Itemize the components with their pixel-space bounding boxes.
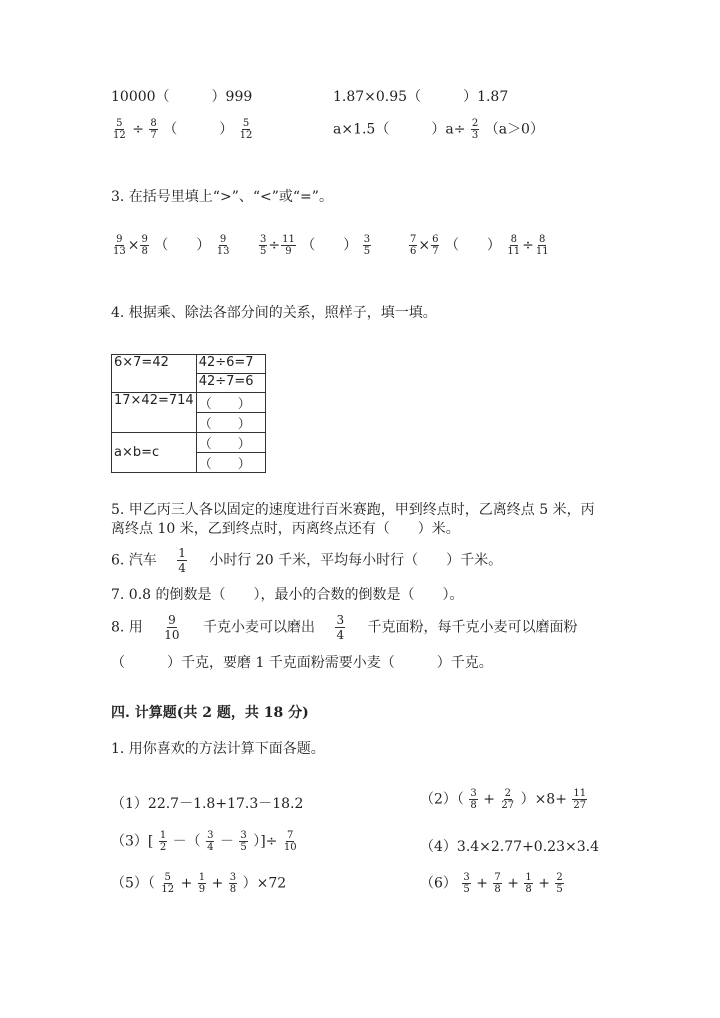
fraction: $\frac{5}{12}$: [113, 118, 126, 141]
table-cell: （ ）: [196, 433, 265, 453]
calc-6: （6） $\frac{3}{5}$ + $\frac{7}{8}$ + $\frac{1}{8}$ + $\frac{2}{5}$: [420, 872, 563, 895]
table-cell: 42÷7=6: [196, 374, 265, 393]
table-cell: 17×42=714: [112, 393, 197, 433]
section-four-title: 四. 计算题(共 2 题，共 18 分): [111, 705, 309, 721]
calc-2: （2）（ $\frac{3}{8}$ + $\frac{2}{27}$ ）×8+ $\frac{11}{27}$: [420, 788, 587, 811]
table-cell: 6×7=42: [112, 355, 197, 393]
compare-10000-999: 10000（ ）999: [111, 89, 253, 105]
fraction: $\frac{2}{3}$: [471, 118, 479, 141]
compare-decimal: 1.87×0.95（ ）1.87: [333, 89, 509, 105]
q8-line2: （ ）千克，要磨 1 千克面粉需要小麦（ ）千克。: [111, 655, 493, 671]
calc-4: （4）3.4×2.77+0.23×3.4: [420, 839, 599, 855]
table-cell: （ ）: [196, 393, 265, 413]
q5-line1: 5. 甲乙丙三人各以固定的速度进行百米赛跑，甲到终点时，乙离终点 5 米，丙: [111, 502, 595, 518]
relation-table: [111, 354, 266, 473]
table-cell: a×b=c: [112, 433, 197, 473]
calc-1: （1）22.7－1.8+17.3－18.2: [111, 796, 304, 812]
section-four-q1: 1. 用你喜欢的方法计算下面各题。: [111, 741, 325, 757]
q8-line1: 8. 用 $\frac{9}{10}$ 千克小麦可以磨出 $\frac{3}{4}$ 千克面粉，每千克小麦可以磨面粉: [111, 613, 578, 642]
calc-5: （5）（ $\frac{5}{12}$ + $\frac{1}{9}$ + $\frac{3}{8}$ ）×72: [111, 872, 287, 895]
table-cell: （ ）: [196, 453, 265, 473]
compare-fraction-row: $\frac{5}{12}$ ÷ $\frac{8}{7}$ （ ） $\frac{5}{12}$: [113, 118, 253, 141]
q3-item-b: $\frac{3}{5}$ ÷ $\frac{11}{9}$ （ ） $\frac{3}{5}$: [260, 234, 371, 257]
q7: 7. 0.8 的倒数是（ ），最小的合数的倒数是（ ）。: [111, 587, 464, 603]
compare-a-row: a×1.5（ ）a÷ $\frac{2}{3}$ （a＞0）: [333, 118, 544, 141]
q3-item-a: $\frac{9}{13}$ × $\frac{9}{8}$ （ ） $\frac{9}{13}$: [113, 234, 230, 257]
fraction: $\frac{5}{12}$: [239, 118, 253, 141]
q3-title: 3. 在括号里填上“>”、“<”或“=”。: [111, 189, 333, 205]
q3-item-c: $\frac{7}{6}$ × $\frac{6}{7}$ （ ） $\frac{8}{11}$ ÷ $\frac{8}{11}$: [410, 234, 549, 257]
fraction: $\frac{8}{7}$: [150, 118, 157, 141]
q4-title: 4. 根据乘、除法各部分间的关系，照样子，填一填。: [111, 305, 437, 321]
table-cell: （ ）: [196, 413, 265, 433]
q5-line2: 离终点 10 米，乙到终点时，丙离终点还有（ ）米。: [111, 521, 460, 537]
table-cell: 42÷6=7: [196, 355, 265, 374]
q6: 6. 汽车 $\frac{1}{4}$ 小时行 20 千米，平均每小时行（ ）千米。: [111, 546, 503, 575]
calc-3: （3）[ $\frac{1}{2}$ －（ $\frac{3}{4}$ － $\frac{3}{5}$ ）]÷ $\frac{7}{10}$: [111, 830, 297, 853]
